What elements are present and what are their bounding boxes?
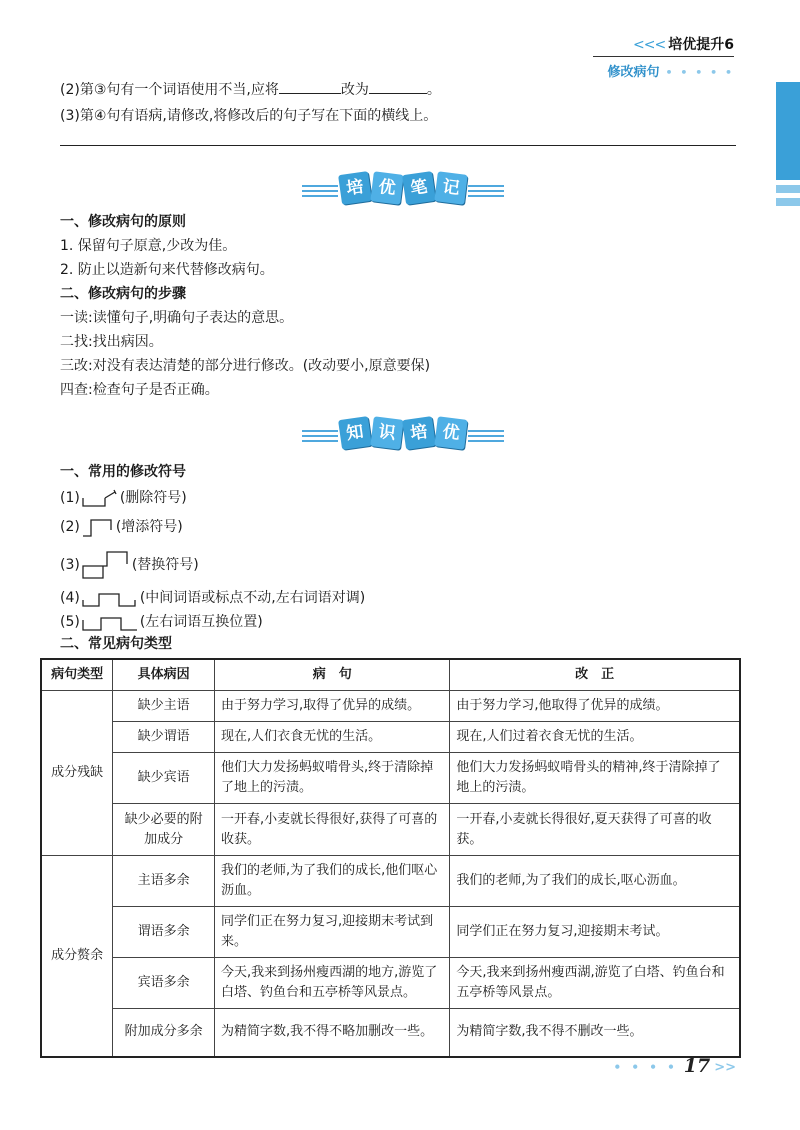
right-cell: 他们大力发扬蚂蚁啃骨头的精神,终于清除掉了地上的污渍。: [450, 753, 740, 804]
table-row: [41, 753, 740, 804]
banner-char: 识: [370, 416, 403, 449]
right-cell: 为精简字数,我不得不删改一些。: [450, 1009, 740, 1057]
answer-blank[interactable]: [279, 80, 341, 94]
right-cell: 我们的老师,为了我们的成长,呕心沥血。: [450, 856, 740, 907]
header-dots: • • • • •: [665, 66, 734, 79]
notes-heading-1: 一、修改病句的原则: [60, 214, 186, 230]
symbol-label: (增添符号): [115, 519, 183, 535]
type-cell: 缺少谓语: [113, 722, 215, 753]
sentence-errors-table: [40, 658, 741, 1058]
notes-step-4: 四查:检查句子是否正确。: [60, 382, 219, 398]
footer-dots: • • • •: [613, 1060, 678, 1074]
question-2-text-c: 。: [426, 82, 441, 98]
footer-arrows: >>: [714, 1059, 736, 1075]
symbol-delete: [60, 488, 187, 508]
knowledge-banner-tiles: [340, 418, 466, 448]
symbol-label: (左右词语互换位置): [139, 614, 263, 630]
symbol-num: (3): [60, 557, 80, 573]
replace-mark-icon: [81, 548, 131, 582]
wrong-cell: 一开春,小麦就长得很好,获得了可喜的收获。: [215, 804, 450, 856]
header-topic-title: 修改病句: [607, 65, 660, 80]
banner-lines-right: [468, 185, 504, 197]
type-cell: 主语多余: [113, 856, 215, 907]
header-wrong: 病 句: [215, 659, 450, 691]
type-cell: 缺少必要的附加成分: [113, 804, 215, 856]
banner-lines-left: [302, 430, 338, 442]
notes-step-2: 二找:找出病因。: [60, 334, 163, 350]
symbol-label: (删除符号): [119, 490, 187, 506]
notes-banner: [0, 173, 800, 207]
knowledge-heading-2: 二、常见病句类型: [60, 636, 172, 652]
category-cell: 成分赘余: [41, 856, 113, 1057]
insert-mark-icon: [81, 516, 115, 538]
answer-blank[interactable]: [369, 80, 427, 94]
swap-mark-icon: [81, 588, 139, 608]
knowledge-banner: [0, 418, 800, 452]
symbol-num: (2): [60, 519, 80, 535]
wrong-cell: 由于努力学习,取得了优异的成绩。: [215, 691, 450, 722]
table-row: [41, 1009, 740, 1057]
banner-char: 培: [402, 416, 436, 450]
banner-lines-right: [468, 430, 504, 442]
banner-char: 笔: [402, 171, 436, 205]
table-row: [41, 958, 740, 1009]
header-arrows: <<<: [633, 37, 666, 53]
table-header-row: [41, 659, 740, 691]
question-2-text-a: (2)第③句有一个词语使用不当,应将: [60, 82, 279, 98]
delete-mark-icon: [81, 488, 119, 508]
wrong-cell: 他们大力发扬蚂蚁啃骨头,终于清除掉了地上的污渍。: [215, 753, 450, 804]
symbol-swap: [60, 588, 365, 608]
table-row: [41, 856, 740, 907]
answer-line[interactable]: [60, 145, 736, 146]
header-right: 改 正: [450, 659, 740, 691]
table-row: [41, 722, 740, 753]
right-cell: 同学们正在努力复习,迎接期末考试。: [450, 907, 740, 958]
header-cause: 具体病因: [113, 659, 215, 691]
symbol-num: (4): [60, 590, 80, 606]
wrong-cell: 今天,我来到扬州瘦西湖的地方,游览了白塔、钓鱼台和五亭桥等风景点。: [215, 958, 450, 1009]
right-cell: 由于努力学习,他取得了优异的成绩。: [450, 691, 740, 722]
header-unit-title: 培优提升6: [668, 37, 734, 53]
symbol-insert: [60, 516, 183, 538]
type-cell: 宾语多余: [113, 958, 215, 1009]
notes-heading-2: 二、修改病句的步骤: [60, 286, 186, 302]
table-row: [41, 691, 740, 722]
type-cell: 缺少主语: [113, 691, 215, 722]
banner-lines-left: [302, 185, 338, 197]
category-cell: 成分残缺: [41, 691, 113, 856]
type-cell: 谓语多余: [113, 907, 215, 958]
table-row: [41, 907, 740, 958]
exchange-mark-icon: [81, 612, 139, 632]
header-topic: [593, 61, 734, 80]
wrong-cell: 同学们正在努力复习,迎接期末考试到来。: [215, 907, 450, 958]
question-2-text-b: 改为: [340, 82, 369, 98]
type-cell: 附加成分多余: [113, 1009, 215, 1057]
header-category: 病句类型: [41, 659, 113, 691]
symbol-num: (5): [60, 614, 80, 630]
header-unit: [593, 34, 734, 57]
page-header: [593, 34, 734, 80]
notes-principle-1: 1. 保留句子原意,少改为佳。: [60, 238, 237, 254]
banner-char: 知: [338, 416, 372, 450]
page-number-value: 17: [683, 1055, 711, 1077]
wrong-cell: 我们的老师,为了我们的成长,他们呕心沥血。: [215, 856, 450, 907]
wrong-cell: 为精简字数,我不得不略加删改一些。: [215, 1009, 450, 1057]
question-3: (3)第④句有语病,请修改,将修改后的句子写在下面的横线上。: [60, 108, 438, 124]
notes-step-1: 一读:读懂句子,明确句子表达的意思。: [60, 310, 294, 326]
right-cell: 今天,我来到扬州瘦西湖,游览了白塔、钓鱼台和五亭桥等风景点。: [450, 958, 740, 1009]
banner-char: 记: [434, 171, 467, 204]
notes-banner-tiles: [340, 173, 466, 203]
right-cell: 现在,人们过着衣食无忧的生活。: [450, 722, 740, 753]
wrong-cell: 现在,人们衣食无忧的生活。: [215, 722, 450, 753]
symbol-exchange: [60, 612, 263, 632]
table-row: [41, 804, 740, 856]
symbol-num: (1): [60, 490, 80, 506]
knowledge-heading-1: 一、常用的修改符号: [60, 464, 186, 480]
right-cell: 一开春,小麦就长得很好,夏天获得了可喜的收获。: [450, 804, 740, 856]
symbol-label: (替换符号): [131, 557, 199, 573]
type-cell: 缺少宾语: [113, 753, 215, 804]
banner-char: 培: [338, 171, 372, 205]
notes-step-3: 三改:对没有表达清楚的部分进行修改。(改动要小,原意要保): [60, 358, 431, 374]
symbol-replace: [60, 548, 199, 582]
page-number: [614, 1055, 736, 1077]
notes-principle-2: 2. 防止以造新句来代替修改病句。: [60, 262, 274, 278]
banner-char: 优: [434, 416, 467, 449]
question-2: [60, 80, 441, 100]
symbol-label: (中间词语或标点不动,左右词语对调): [139, 590, 366, 606]
side-tab-block: [776, 82, 800, 180]
banner-char: 优: [370, 171, 403, 204]
